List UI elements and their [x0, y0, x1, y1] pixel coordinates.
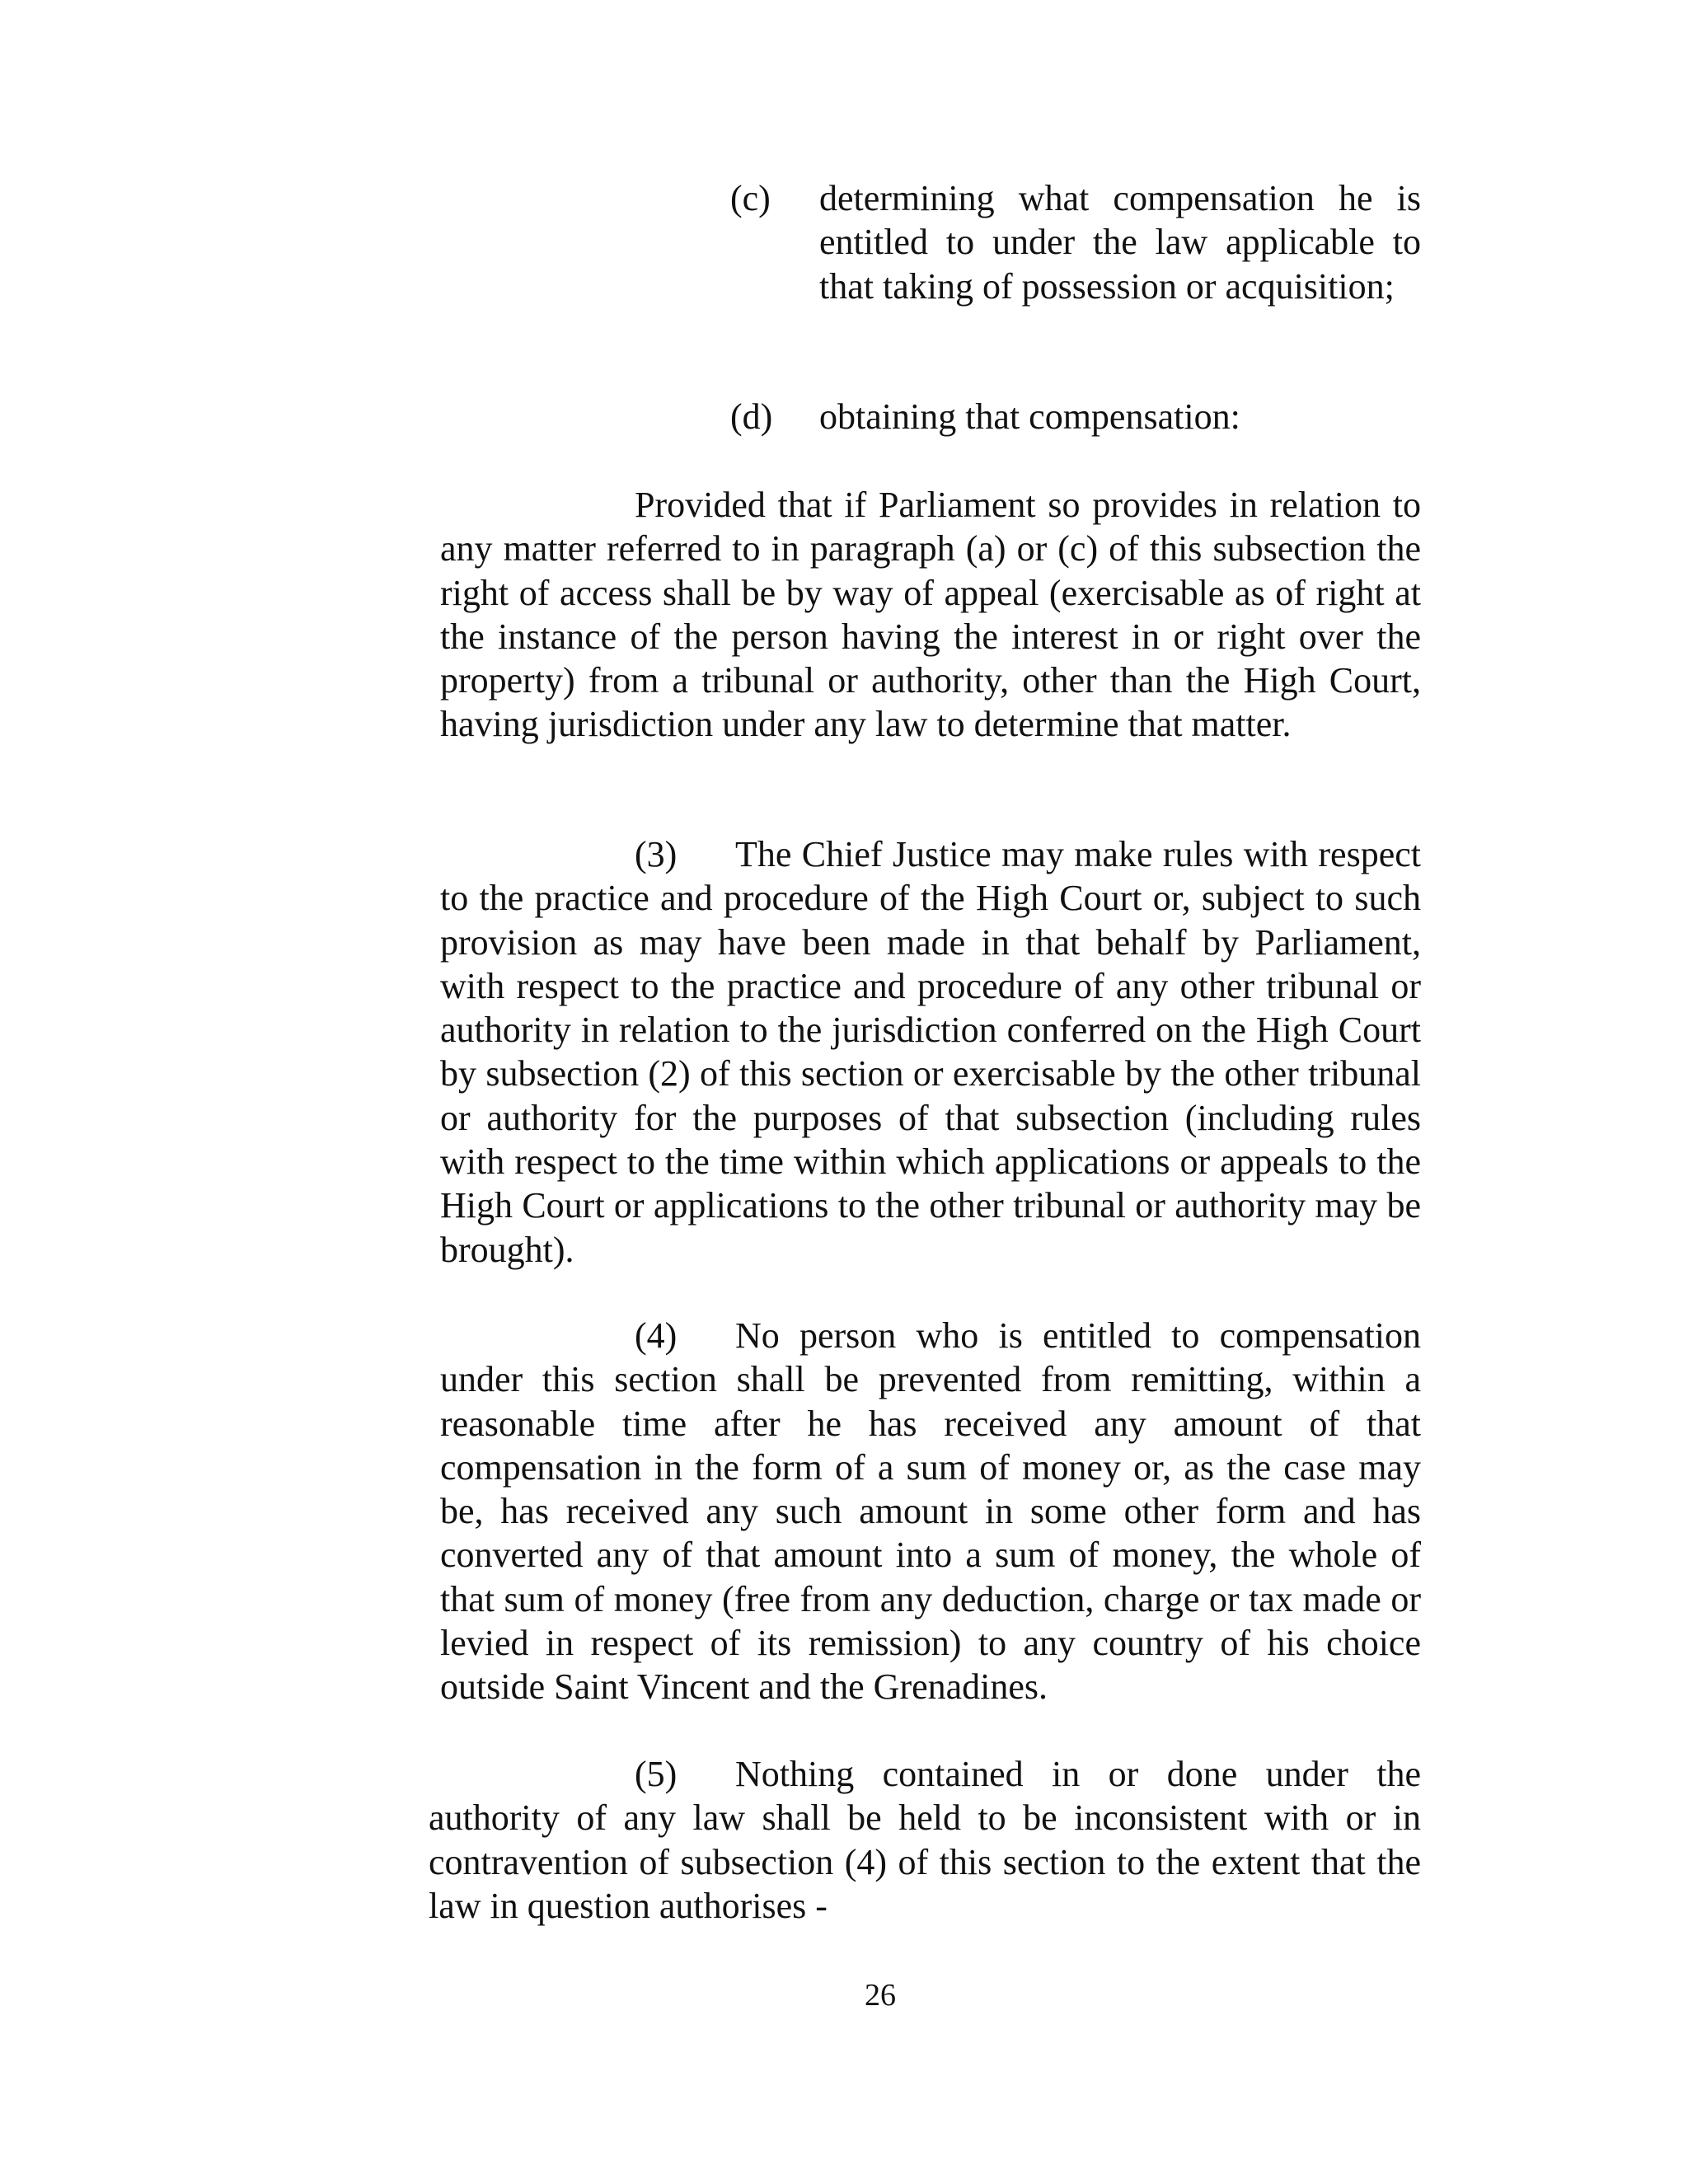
subsection-paragraph	[429, 1752, 1421, 1928]
item-label: (c)	[730, 178, 771, 218]
subsection-5	[429, 1752, 1421, 1928]
proviso-text: Provided that if Parliament so provides in relation to any matter referred to in paragraph (a) or (c) of this subsection the right of access shall be by way of appeal (exercisable as of right at the instance of the person having the interest in or right over the property) from a tribunal or authority, other than the High Court, having jurisdiction under any law to determine that matter.	[440, 485, 1421, 745]
subsection-text: The Chief Justice may make rules with respect to the practice and procedure of the High Court or, subject to such provision as may have been made in that behalf by Parliament, with respect to the practice and procedure of any other tribunal or authority in relation to the jurisdiction conferred on the High Court by subsection (2) of this section or exercisable by the other tribunal or authority for the purposes of that subsection (including rules with respect to the time within which applications or appeals to the High Court or applications to the other tribunal or authority may be brought).	[440, 834, 1421, 1270]
subsection-text: Nothing contained in or done under the authority of any law shall be held to be inconsistent with or in contravention of subsection (4) of this section to the extent that the law in question authorises -	[429, 1754, 1421, 1926]
subsection-text: No person who is entitled to compensation under this section shall be prevented from remitting, within a reasonable time after he has received any amount of that compensation in the form of a sum of money or, as the case may be, has received any such amount in some other form and has converted any of that amount into a sum of money, the whole of that sum of money (free from any deduction, charge or tax made or levied in respect of its remission) to any country of his choice outside Saint Vincent and the Grenadines.	[440, 1315, 1421, 1708]
subsection-4	[440, 1314, 1421, 1709]
subsection-paragraph	[440, 1314, 1421, 1709]
subsection-number: (3)	[635, 834, 678, 874]
subsection-number: (5)	[635, 1754, 678, 1794]
subsection-paragraph	[440, 832, 1421, 1272]
proviso-paragraph	[440, 483, 1421, 747]
page-number: 26	[865, 1978, 896, 2013]
subsection-3	[440, 832, 1421, 1272]
item-label: (d)	[730, 396, 773, 437]
item-text: obtaining that compensation:	[819, 396, 1240, 437]
subsection-number: (4)	[635, 1315, 678, 1356]
item-text: determining what compensation he is entitled to under the law applicable to that taking of possession or acquisition;	[819, 178, 1421, 307]
